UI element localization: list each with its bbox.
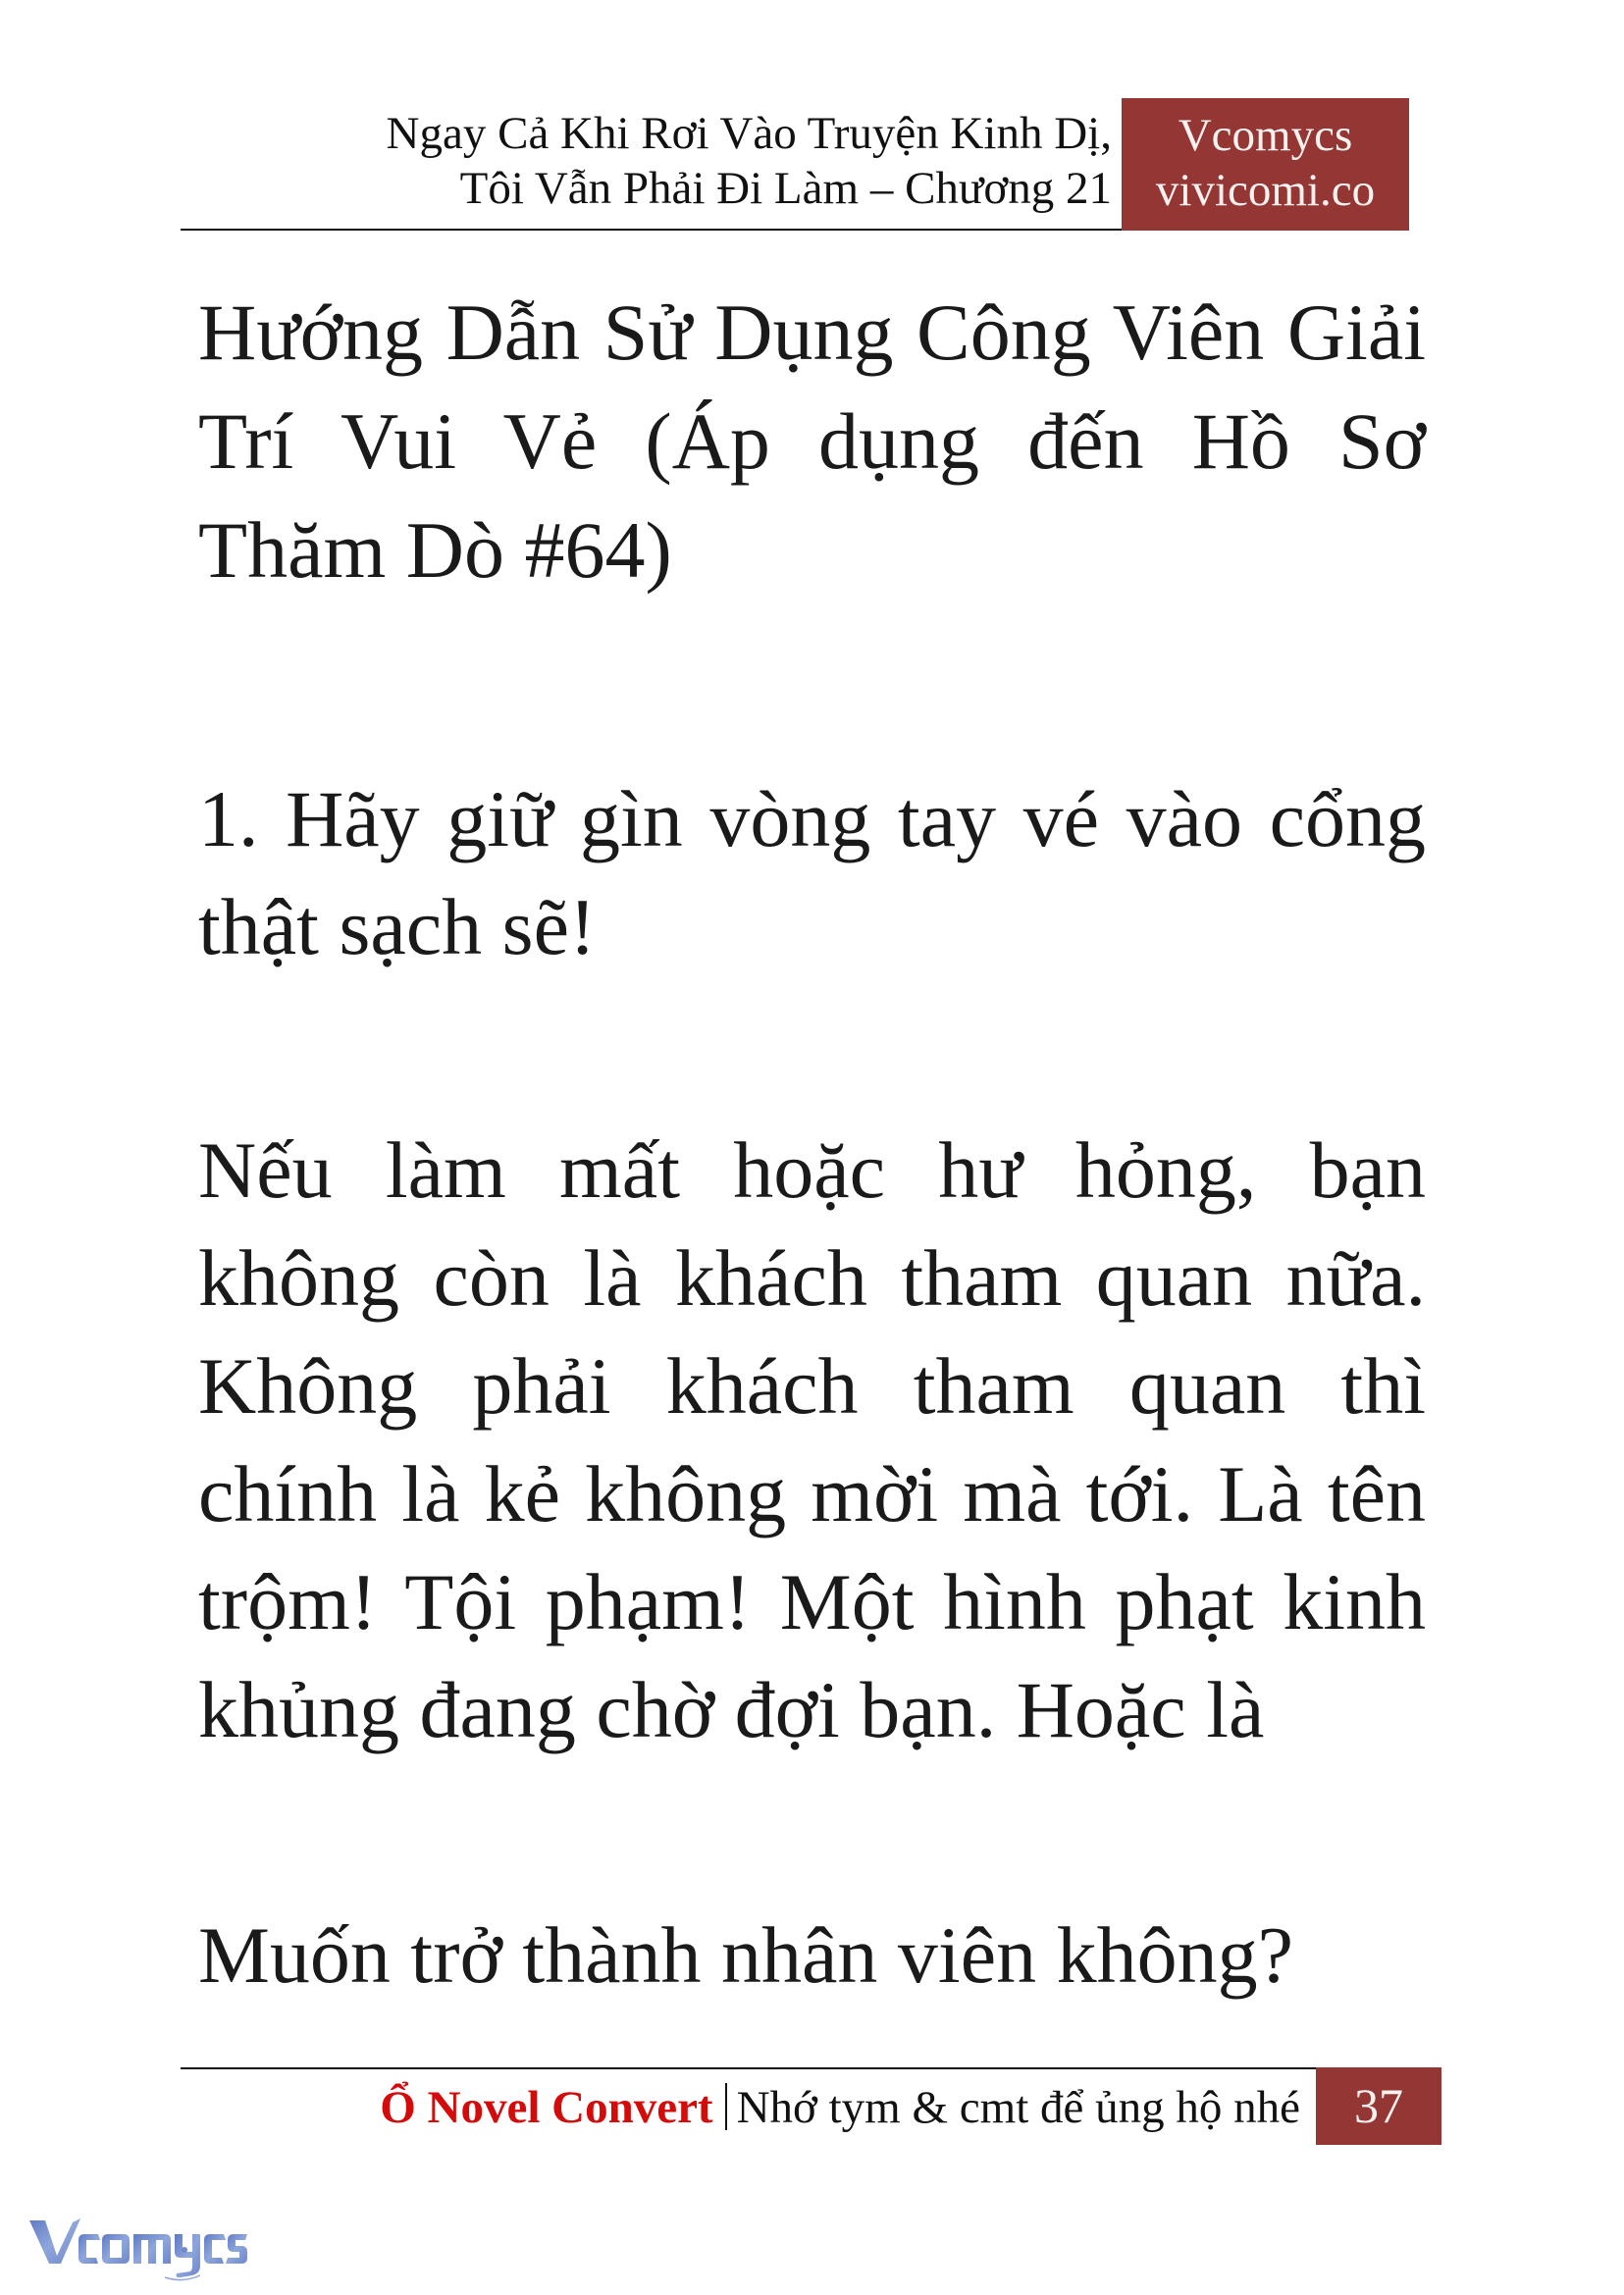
header-site-badge (1122, 98, 1409, 231)
body-paragraph: Nếu làm mất hoặc hư hỏng, bạn không còn là khách tham quan nữa. Không phải khách tham quan thì chính là kẻ không mời mà tới. Là tên trộm! Tội phạm! Một hình phạt kinh khủng đang chờ đợi bạn. Hoặc là (198, 1125, 1426, 1754)
header-divider (181, 229, 1123, 231)
footer-divider (181, 2067, 1316, 2069)
section-title: Hướng Dẫn Sử Dụng Công Viên Giải Trí Vui Vẻ (Áp dụng đến Hồ Sơ Thăm Dò #64) (198, 287, 1426, 595)
footer-message: Nhớ tym & cmt để ủng hộ nhé (736, 2082, 1300, 2133)
footer-brand-name: Ổ Novel Convert (380, 2082, 713, 2133)
badge-site-domain: vivicomi.co (1155, 165, 1376, 216)
header-title-line-2: Tôi Vẫn Phải Đi Làm – Chương 21 (459, 163, 1112, 214)
vcomycs-logo-icon (27, 2213, 248, 2286)
page-number: 37 (1354, 2078, 1403, 2133)
closing-question: Muốn trở thành nhân viên không? (198, 1910, 1294, 2000)
badge-site-name: Vcomycs (1178, 110, 1353, 161)
running-header-title (387, 106, 1112, 216)
footer-credit (380, 2080, 1300, 2135)
rule-item-1: 1. Hãy giữ gìn vòng tay vé vào cổng thật sạch sẽ! (198, 774, 1426, 971)
footer-separator (725, 2083, 727, 2130)
page-number-badge (1316, 2067, 1441, 2145)
header-title-line-1: Ngay Cả Khi Rơi Vào Truyện Kinh Dị, (386, 108, 1112, 159)
